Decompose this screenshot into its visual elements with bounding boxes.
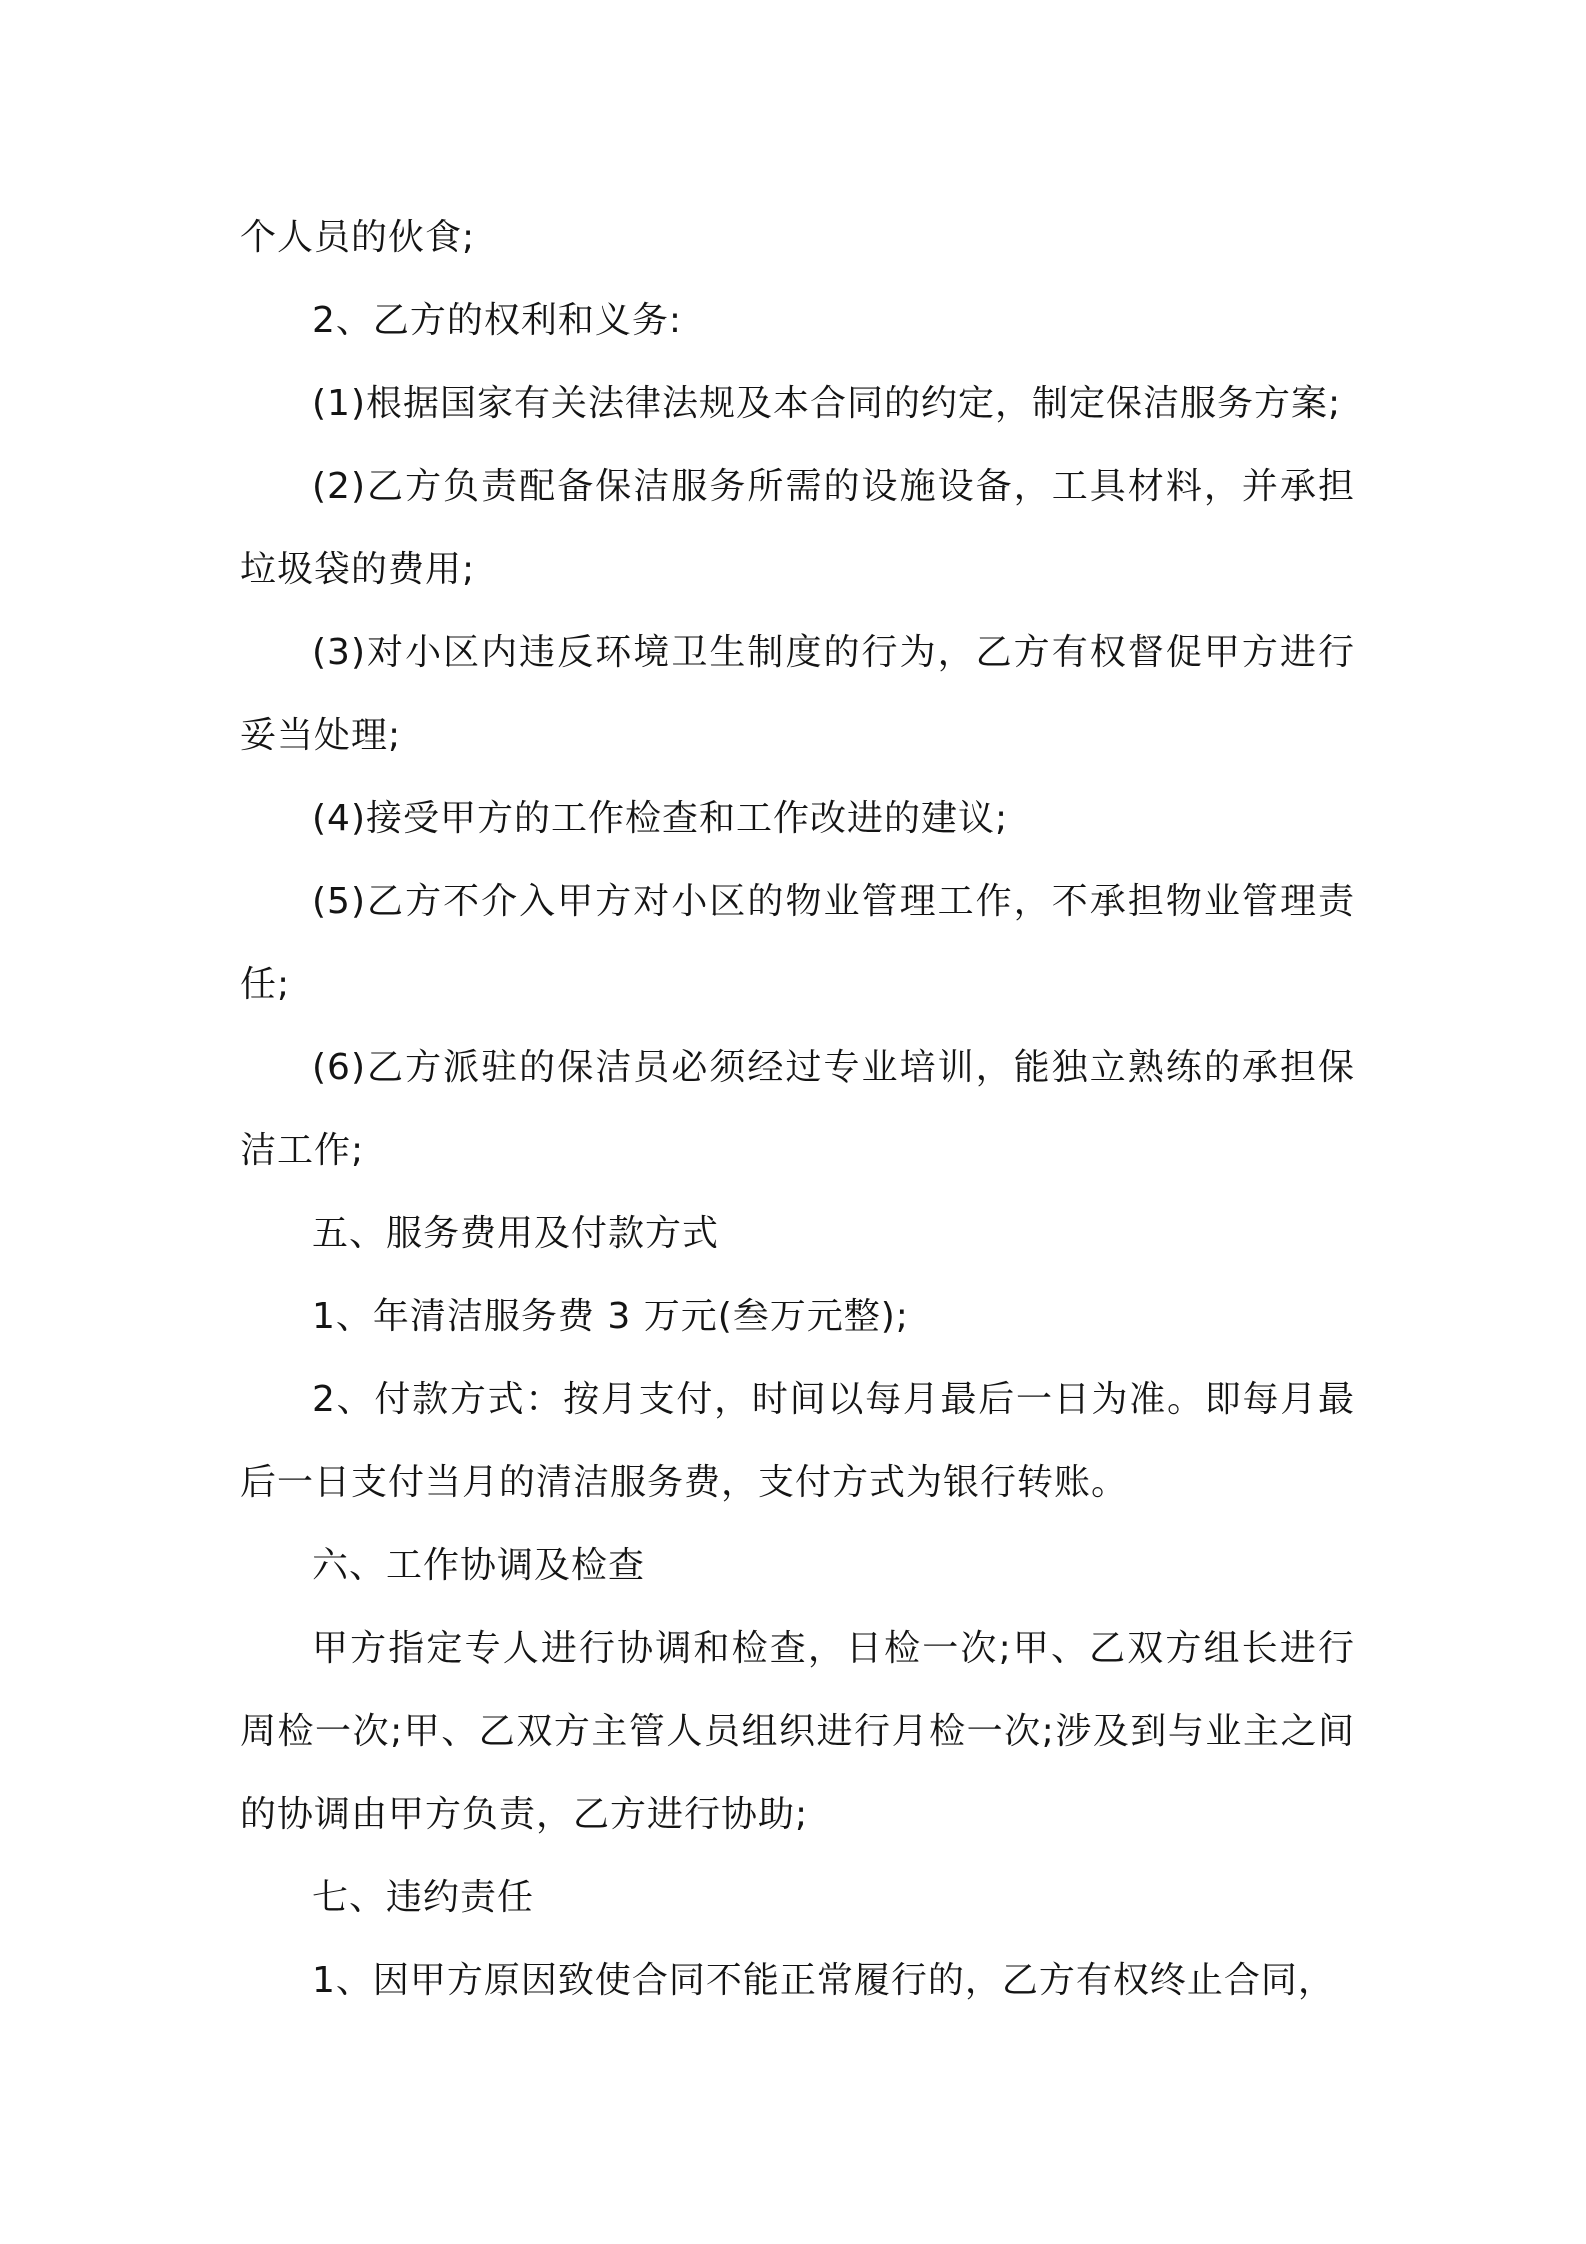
document-body: [240, 196, 1355, 2022]
section-heading-fees: 五、服务费用及付款方式: [312, 1213, 720, 1254]
paragraph-continuation: 个人员的伙食;: [240, 217, 476, 258]
paragraph-liability-1: 1、因甲方原因致使合同不能正常履行的，乙方有权终止合同，: [312, 1960, 1335, 2001]
paragraph-item-2: (2)乙方负责配备保洁服务所需的设施设备，工具材料，并承担垃圾袋的费用;: [240, 466, 1355, 590]
section-heading-coordination: 六、工作协调及检查: [312, 1545, 646, 1586]
paragraph-item-6: (6)乙方派驻的保洁员必须经过专业培训，能独立熟练的承担保洁工作;: [240, 1047, 1355, 1171]
paragraph-payment-method: 2、付款方式：按月支付，时间以每月最后一日为准。即每月最后一日支付当月的清洁服务费，支付方式为银行转账。: [240, 1379, 1355, 1503]
paragraph-party-b-rights-heading: 2、乙方的权利和义务:: [312, 300, 683, 341]
paragraph-item-4: (4)接受甲方的工作检查和工作改进的建议;: [312, 798, 1009, 839]
section-heading-liability: 七、违约责任: [312, 1877, 535, 1918]
paragraph-item-1: (1)根据国家有关法律法规及本合同的约定，制定保洁服务方案;: [312, 383, 1342, 424]
paragraph-item-3: (3)对小区内违反环境卫生制度的行为，乙方有权督促甲方进行妥当处理;: [240, 632, 1355, 756]
paragraph-coordination: 甲方指定专人进行协调和检查，日检一次;甲、乙双方组长进行周检一次;甲、乙双方主管人员组织进行月检一次;涉及到与业主之间的协调由甲方负责，乙方进行协助;: [240, 1628, 1355, 1835]
paragraph-item-5: (5)乙方不介入甲方对小区的物业管理工作，不承担物业管理责任;: [240, 881, 1355, 1005]
paragraph-annual-fee: 1、年清洁服务费 3 万元(叁万元整);: [312, 1296, 909, 1337]
